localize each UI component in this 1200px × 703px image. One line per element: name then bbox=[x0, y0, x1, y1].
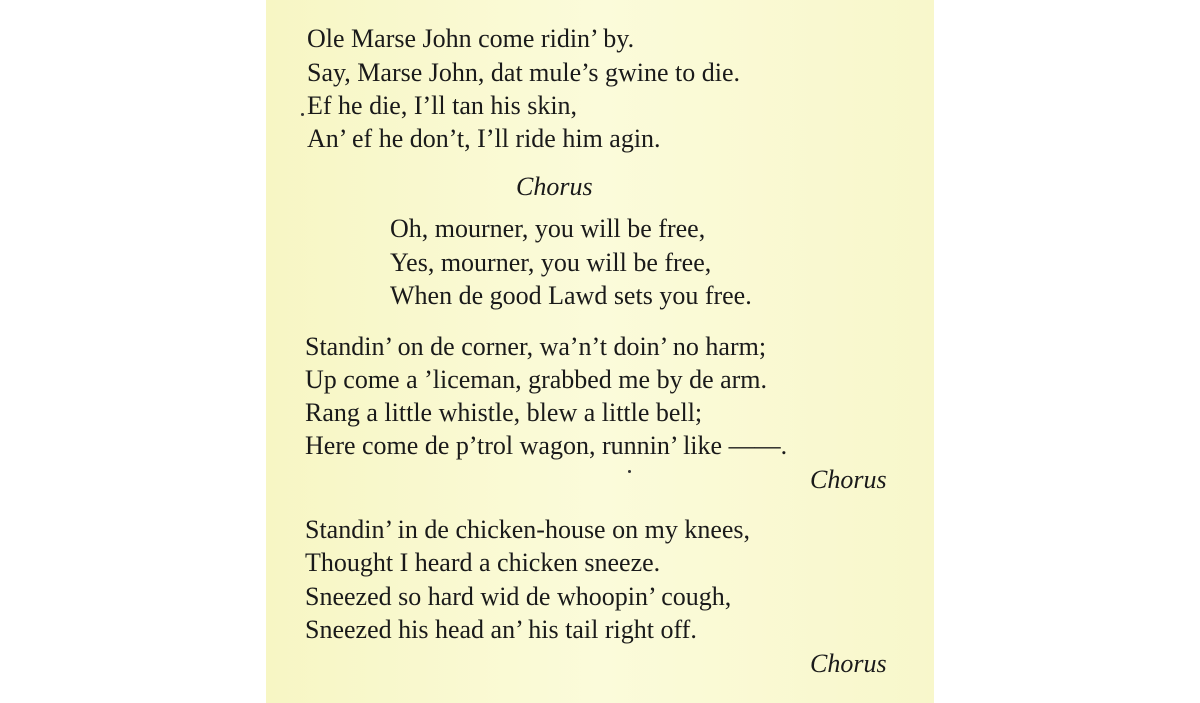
chorus-line: Oh, mourner, you will be free, bbox=[390, 214, 706, 243]
verse-line: Sneezed so hard wid de whoopin’ cough, bbox=[305, 582, 732, 611]
verse-line: Standin’ on de corner, wa’n’t doin’ no harm; bbox=[305, 332, 767, 361]
verse-line: Rang a little whistle, blew a little bell; bbox=[305, 398, 703, 427]
verse-line: Here come de p’trol wagon, runnin’ like ——. bbox=[305, 431, 788, 460]
verse-line: Say, Marse John, dat mule’s gwine to die. bbox=[307, 58, 741, 87]
ink-speck bbox=[628, 470, 631, 473]
ink-speck bbox=[301, 113, 304, 116]
verse-line: Thought I heard a chicken sneeze. bbox=[305, 548, 661, 577]
chorus-refrain: Chorus bbox=[810, 649, 887, 678]
verse-line: An’ ef he don’t, I’ll ride him agin. bbox=[307, 124, 661, 153]
book-page bbox=[266, 0, 934, 703]
chorus-refrain: Chorus bbox=[810, 465, 887, 494]
chorus-line: When de good Lawd sets you free. bbox=[390, 281, 752, 310]
chorus-heading: Chorus bbox=[516, 172, 593, 201]
verse-line: Ef he die, I’ll tan his skin, bbox=[307, 91, 578, 120]
verse-line: Sneezed his head an’ his tail right off. bbox=[305, 615, 697, 644]
verse-line: Ole Marse John come ridin’ by. bbox=[307, 24, 635, 53]
verse-line: Up come a ’liceman, grabbed me by de arm. bbox=[305, 365, 768, 394]
chorus-line: Yes, mourner, you will be free, bbox=[390, 248, 712, 277]
verse-line: Standin’ in de chicken-house on my knees, bbox=[305, 515, 751, 544]
